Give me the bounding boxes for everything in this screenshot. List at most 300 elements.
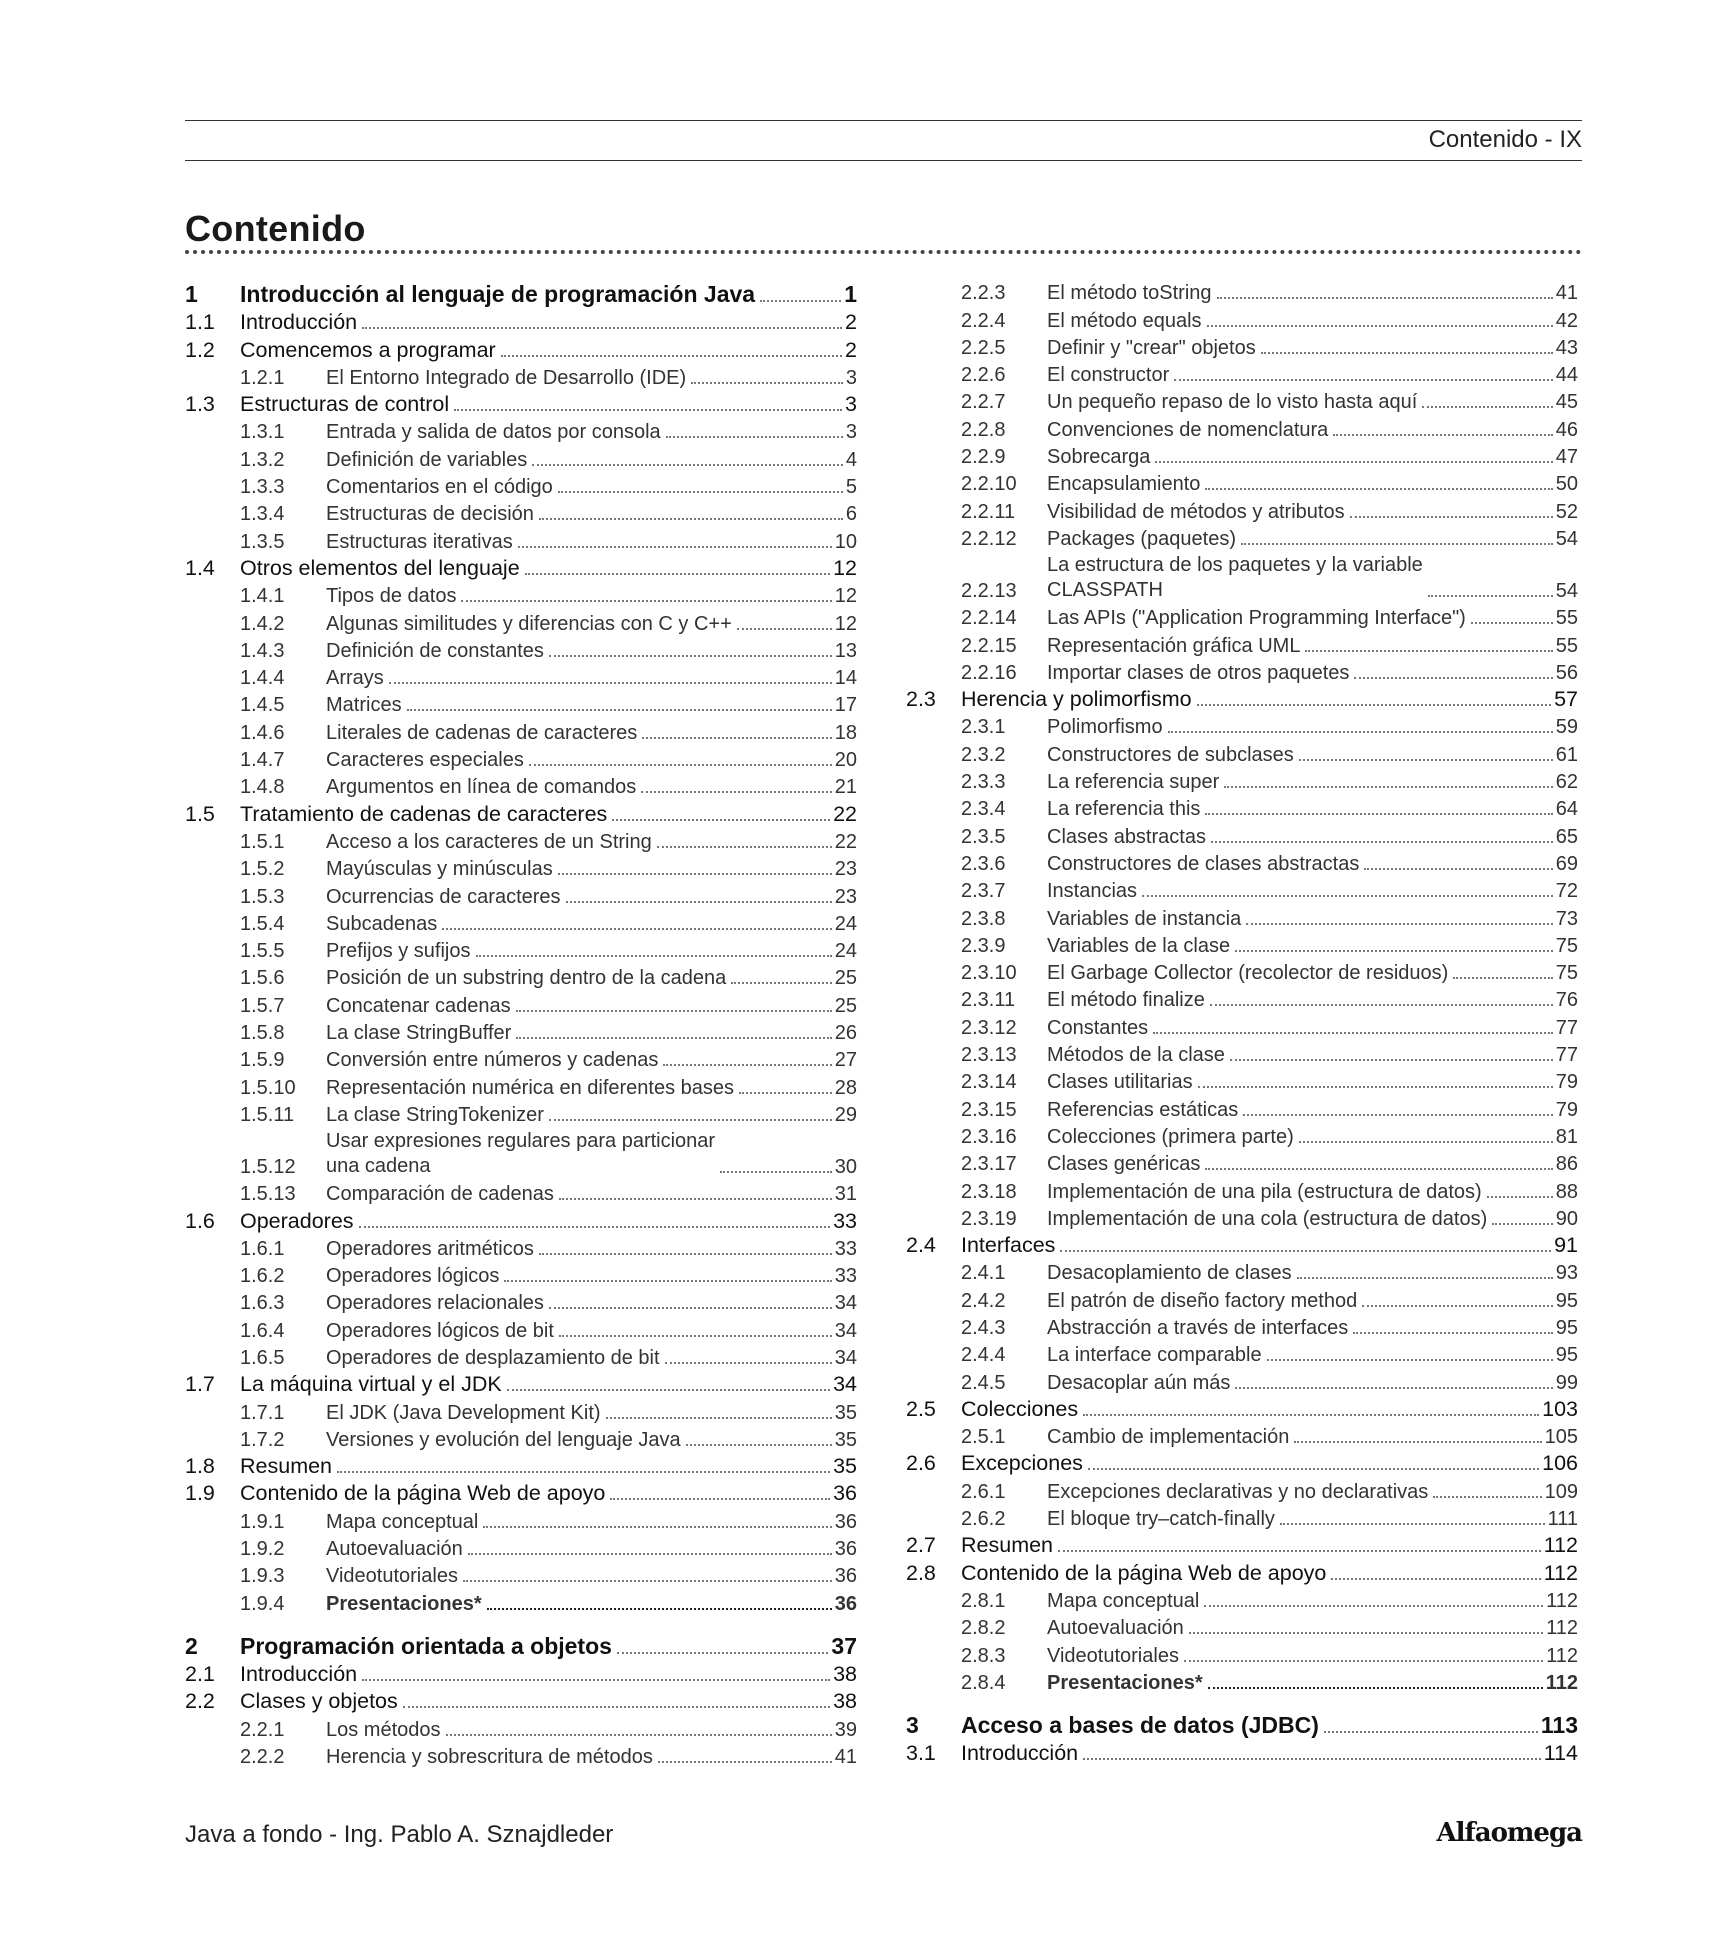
toc-subsection-entry: [906, 849, 1578, 876]
toc-leader-dots: [1205, 488, 1552, 490]
toc-entry-title: Variables de la clase: [1047, 934, 1231, 957]
toc-entry-number: 2.8.3: [961, 1644, 1006, 1667]
toc-page-number: 12: [833, 555, 857, 580]
toc-entry-number: 1.7.1: [240, 1401, 285, 1424]
toc-entry-number: 1.5.4: [240, 912, 285, 935]
toc-leader-dots: [1246, 923, 1553, 925]
toc-entry-title: Mapa conceptual: [1047, 1589, 1200, 1612]
toc-leader-dots: [1364, 868, 1552, 870]
toc-leader-dots: [1350, 516, 1553, 518]
toc-page-number: 23: [834, 885, 857, 908]
toc-page-number: 112: [1546, 1617, 1578, 1640]
toc-subsection-entry: [185, 1127, 857, 1179]
toc-subsection-entry: [185, 745, 857, 772]
toc-page-number: 57: [1554, 687, 1578, 712]
toc-page-number: 65: [1555, 825, 1578, 848]
toc-entry-number: 1.4: [185, 555, 215, 580]
toc-page-number: 46: [1555, 418, 1578, 441]
toc-entry-number: 1.8: [185, 1454, 215, 1479]
toc-leader-dots: [658, 1761, 832, 1763]
toc-page-number: 50: [1555, 473, 1578, 496]
toc-leader-dots: [442, 928, 832, 930]
toc-entry-number: 2.2.3: [961, 282, 1006, 305]
toc-chapter-entry: [185, 278, 857, 308]
toc-entry-title: Cambio de implementación: [1047, 1426, 1290, 1449]
toc-page-number: 77: [1555, 1044, 1578, 1067]
toc-entry-number: 3: [906, 1711, 919, 1738]
toc-entry-number: 2.2.14: [961, 607, 1017, 630]
toc-section-entry: [185, 335, 857, 362]
toc-page-number: 27: [834, 1049, 857, 1072]
page-title: Contenido: [185, 208, 366, 249]
toc-subsection-entry: [906, 1258, 1578, 1285]
toc-entry-title: Variables de instancia: [1047, 907, 1242, 930]
toc-page-number: 17: [834, 694, 857, 717]
toc-entry-title: Clases utilitarias: [1047, 1071, 1193, 1094]
toc-page-number: 30: [834, 1155, 857, 1178]
toc-entry-title: Abstracción a través de interfaces: [1047, 1316, 1349, 1339]
toc-subsection-entry: [906, 333, 1578, 360]
toc-entry-title: Constructores de clases abstractas: [1047, 852, 1360, 875]
toc-entry-title: Contenido de la página Web de apoyo: [240, 1481, 606, 1506]
toc-page-number: 35: [834, 1428, 857, 1451]
toc-entry-title: Excepciones declarativas y no declarativas: [1047, 1480, 1429, 1503]
toc-leader-dots: [606, 1417, 832, 1419]
toc-entry-number: 2.3.7: [961, 880, 1006, 903]
toc-leader-dots: [558, 873, 832, 875]
toc-entry-number: 1.5.7: [240, 994, 285, 1017]
toc-leader-dots: [463, 1580, 832, 1582]
toc-leader-dots: [1210, 1004, 1553, 1006]
toc-page-number: 42: [1555, 309, 1578, 332]
toc-entry-title: La referencia this: [1047, 798, 1201, 821]
toc-page-number: 114: [1543, 1741, 1578, 1766]
toc-entry-number: 1.9: [185, 1481, 215, 1506]
toc-entry-title: Autoevaluación: [1047, 1617, 1184, 1640]
toc-leader-dots: [516, 1037, 831, 1039]
toc-subsection-entry: [906, 1476, 1578, 1503]
toc-subsection-entry: [185, 827, 857, 854]
toc-leader-dots: [539, 518, 843, 520]
toc-subsection-entry: [185, 1315, 857, 1342]
toc-leader-dots: [657, 846, 832, 848]
toc-page-number: 47: [1555, 446, 1578, 469]
toc-entry-title: Caracteres especiales: [326, 749, 524, 772]
toc-subsection-entry: [906, 1640, 1578, 1667]
toc-entry-title: El método equals: [1047, 309, 1202, 332]
toc-entry-title: [1047, 553, 1423, 603]
toc-entry-number: 2.3.3: [961, 771, 1006, 794]
toc-page-number: 38: [833, 1661, 857, 1686]
toc-entry-number: 2.2.7: [961, 391, 1006, 414]
toc-entry-title: Introducción: [961, 1741, 1079, 1766]
toc-page-number: 38: [833, 1689, 857, 1714]
toc-entry-number: 2.3.10: [961, 962, 1017, 985]
toc-subsection-entry: [185, 1288, 857, 1315]
toc-entry-number: 2.3.2: [961, 743, 1006, 766]
toc-subsection-entry: [185, 1179, 857, 1206]
toc-entry-number: 1.7: [185, 1372, 215, 1397]
toc-entry-title: Contenido de la página Web de apoyo: [961, 1560, 1327, 1585]
toc-entry-title: Comentarios en el código: [326, 476, 553, 499]
toc-entry-title: Implementación de una cola (estructura de datos): [1047, 1207, 1488, 1230]
toc-subsection-entry: [185, 1561, 857, 1588]
toc-page-number: 112: [1546, 1644, 1578, 1667]
toc-leader-dots: [686, 1444, 832, 1446]
toc-leader-dots: [1362, 1305, 1553, 1307]
toc-page-number: 10: [834, 530, 857, 553]
toc-subsection-entry: [906, 658, 1578, 685]
toc-subsection-entry: [185, 1045, 857, 1072]
toc-entry-number: 2.3.4: [961, 798, 1006, 821]
toc-entry-number: 2.6.2: [961, 1508, 1006, 1531]
toc-leader-dots: [1184, 1660, 1543, 1662]
toc-leader-dots: [1241, 543, 1553, 545]
toc-entry-number: 2.2.8: [961, 418, 1006, 441]
toc-entry-title: La clase StringBuffer: [326, 1022, 512, 1045]
toc-subsection-entry: [906, 1067, 1578, 1094]
toc-leader-dots: [1155, 461, 1552, 463]
toc-subsection-entry: [906, 524, 1578, 551]
toc-entry-title: [326, 1129, 715, 1179]
toc-entry-number: 2.2.1: [240, 1718, 285, 1741]
toc-section-entry: [906, 1531, 1578, 1558]
toc-entry-title: Definición de variables: [326, 448, 528, 471]
toc-leader-dots: [737, 628, 832, 630]
toc-leader-dots: [610, 1498, 830, 1500]
toc-section-entry: [906, 1558, 1578, 1585]
toc-entry-number: 1.6.3: [240, 1292, 285, 1315]
toc-subsection-entry: [906, 442, 1578, 469]
toc-entry-number: 1.2: [185, 337, 215, 362]
toc-entry-title: El Garbage Collector (recolector de residuos): [1047, 962, 1449, 985]
toc-entry-title: Resumen: [961, 1533, 1054, 1558]
toc-leader-dots: [760, 300, 841, 302]
toc-leader-dots: [617, 1652, 828, 1654]
toc-leader-dots: [1422, 406, 1552, 408]
toc-entry-title: Colecciones (primera parte): [1047, 1125, 1294, 1148]
toc-entry-title: Operadores de desplazamiento de bit: [326, 1346, 660, 1369]
toc-subsection-entry: [185, 1100, 857, 1127]
toc-page-number: 26: [834, 1022, 857, 1045]
toc-leader-dots: [1197, 704, 1551, 706]
toc-entry-title: Representación gráfica UML: [1047, 634, 1301, 657]
toc-page-number: 36: [834, 1538, 857, 1561]
toc-subsection-entry: [185, 717, 857, 744]
toc-leader-dots: [532, 464, 843, 466]
toc-entry-title: Clases y objetos: [240, 1689, 398, 1714]
toc-entry-number: 1: [185, 281, 198, 307]
toc-page-number: 73: [1555, 907, 1578, 930]
toc-subsection-entry: [185, 1506, 857, 1533]
toc-entry-number: 1.5.3: [240, 885, 285, 908]
toc-page-number: 79: [1555, 1098, 1578, 1121]
toc-subsection-entry: [906, 1313, 1578, 1340]
toc-page-number: 12: [834, 585, 857, 608]
toc-subsection-entry: [906, 1122, 1578, 1149]
toc-leader-dots: [566, 901, 832, 903]
toc-leader-dots: [407, 709, 832, 711]
toc-entry-number: 2.8.4: [961, 1671, 1006, 1694]
toc-entry-number: 1.4.1: [240, 585, 285, 608]
toc-page-number: 55: [1555, 634, 1578, 657]
toc-page-number: 3: [845, 366, 857, 389]
toc-entry-title: Clases abstractas: [1047, 825, 1206, 848]
toc-entry-number: 2.2.11: [961, 500, 1016, 523]
toc-leader-dots: [720, 1171, 832, 1173]
toc-entry-title: Videotutoriales: [326, 1565, 458, 1588]
toc-leader-dots: [1205, 813, 1552, 815]
toc-entry-title: Las APIs ("Application Programming Interface"): [1047, 607, 1466, 630]
toc-subsection-entry: [906, 1040, 1578, 1067]
toc-page-number: 28: [834, 1076, 857, 1099]
toc-page-number: 41: [1555, 282, 1578, 305]
toc-leader-dots: [663, 1064, 831, 1066]
toc-page-number: 25: [834, 967, 857, 990]
toc-entry-title: Versiones y evolución del lenguaje Java: [326, 1428, 681, 1451]
toc-subsection-entry: [185, 1588, 857, 1615]
toc-section-entry: [906, 1449, 1578, 1476]
toc-page-number: 34: [834, 1346, 857, 1369]
toc-page-number: 103: [1542, 1396, 1578, 1421]
toc-entry-number: 1.6: [185, 1208, 215, 1233]
toc-entry-number: 1.5.8: [240, 1022, 285, 1045]
toc-leader-dots: [1153, 1032, 1553, 1034]
toc-page-number: 22: [833, 801, 857, 826]
toc-entry-number: 1.4.4: [240, 667, 285, 690]
toc-page-number: 62: [1555, 771, 1578, 794]
toc-entry-title: El patrón de diseño factory method: [1047, 1289, 1358, 1312]
toc-leader-dots: [1189, 1632, 1543, 1634]
toc-leader-dots: [454, 409, 842, 411]
toc-entry-number: 2.3.15: [961, 1098, 1017, 1121]
toc-entry-title: Videotutoriales: [1047, 1644, 1179, 1667]
toc-leader-dots: [1453, 977, 1552, 979]
toc-entry-number: 2.3.11: [961, 989, 1016, 1012]
toc-entry-title: Presentaciones*: [326, 1592, 482, 1615]
toc-subsection-entry: [185, 636, 857, 663]
toc-entry-title: Interfaces: [961, 1233, 1056, 1258]
toc-entry-title: Resumen: [240, 1454, 333, 1479]
toc-entry-title: El JDK (Java Development Kit): [326, 1401, 601, 1424]
toc-entry-title: Literales de cadenas de caracteres: [326, 721, 638, 744]
toc-page-number: 36: [834, 1592, 857, 1615]
toc-subsection-entry: [185, 963, 857, 990]
toc-entry-title: Mayúsculas y minúsculas: [326, 858, 553, 881]
toc-leader-dots: [1471, 622, 1553, 624]
toc-entry-title: Argumentos en línea de comandos: [326, 776, 637, 799]
toc-subsection-entry: [185, 1425, 857, 1452]
toc-section-entry: [185, 1206, 857, 1233]
toc-entry-title: Algunas similitudes y diferencias con C y C++: [326, 612, 732, 635]
toc-entry-number: 3.1: [906, 1741, 936, 1766]
toc-entry-number: 1.9.1: [240, 1510, 285, 1533]
toc-leader-dots: [559, 1198, 832, 1200]
toc-entry-title: Matrices: [326, 694, 402, 717]
toc-entry-number: 2.3.1: [961, 716, 1006, 739]
toc-entry-title: Operadores lógicos: [326, 1265, 500, 1288]
toc-entry-title: Otros elementos del lenguaje: [240, 555, 520, 580]
toc-leader-dots: [1230, 1059, 1553, 1061]
toc-leader-dots: [1428, 595, 1553, 597]
toc-leader-dots: [731, 982, 831, 984]
footer-book-title: Java a fondo - Ing. Pablo A. Sznajdleder: [185, 1821, 614, 1848]
toc-entry-title: Desacoplamiento de clases: [1047, 1262, 1292, 1285]
toc-entry-number: 1.4.2: [240, 612, 285, 635]
toc-entry-number: 2.3.6: [961, 852, 1006, 875]
toc-page-number: 6: [845, 503, 857, 526]
publisher-logo: Alfaomega: [1436, 1818, 1582, 1848]
toc-entry-title: Herencia y polimorfismo: [961, 687, 1192, 712]
toc-entry-number: 1.3.3: [240, 476, 285, 499]
toc-leader-dots: [1433, 1496, 1541, 1498]
toc-page-number: 59: [1555, 716, 1578, 739]
toc-page-number: 75: [1555, 962, 1578, 985]
toc-subsection-entry: [906, 469, 1578, 496]
toc-subsection-entry: [906, 985, 1578, 1012]
toc-subsection-entry: [906, 958, 1578, 985]
toc-entry-title: Desacoplar aún más: [1047, 1371, 1231, 1394]
toc-entry-title: El Entorno Integrado de Desarrollo (IDE): [326, 366, 687, 389]
toc-entry-number: 1.4.5: [240, 694, 285, 717]
toc-entry-title: La clase StringTokenizer: [326, 1103, 544, 1126]
toc-subsection-entry: [906, 739, 1578, 766]
toc-page-number: 54: [1555, 579, 1578, 602]
toc-page-number: 64: [1555, 798, 1578, 821]
toc-leader-dots: [1058, 1550, 1541, 1552]
toc-page-number: 105: [1544, 1426, 1578, 1449]
toc-leader-dots: [487, 1608, 832, 1610]
toc-entry-number: 1.6.1: [240, 1237, 285, 1260]
toc-page-number: 36: [833, 1481, 857, 1506]
toc-leader-dots: [1243, 1114, 1553, 1116]
toc-entry-number: 1.6.4: [240, 1319, 285, 1342]
toc-subsection-entry: [906, 1149, 1578, 1176]
toc-page-number: 52: [1555, 500, 1578, 523]
toc-page-number: 3: [845, 421, 857, 444]
toc-entry-title: La referencia super: [1047, 771, 1220, 794]
toc-leader-dots: [337, 1471, 830, 1473]
toc-subsection-entry: [906, 1285, 1578, 1312]
toc-leader-dots: [1294, 1441, 1541, 1443]
toc-subsection-entry: [906, 1586, 1578, 1613]
toc-entry-number: 2.3.19: [961, 1207, 1017, 1230]
toc-subsection-entry: [185, 526, 857, 553]
toc-entry-number: 2.2.4: [961, 309, 1006, 332]
toc-leader-dots: [403, 1706, 830, 1708]
toc-leader-dots: [1331, 1578, 1540, 1580]
toc-subsection-entry: [906, 1613, 1578, 1640]
toc-leader-dots: [1083, 1414, 1539, 1416]
toc-entry-number: 2: [185, 1632, 198, 1659]
toc-subsection-entry: [185, 909, 857, 936]
toc-entry-number: 1.4.7: [240, 749, 285, 772]
toc-page-number: 35: [833, 1454, 857, 1479]
toc-entry-number: 2.4.2: [961, 1289, 1006, 1312]
toc-subsection-entry: [906, 630, 1578, 657]
toc-section-entry: [185, 308, 857, 335]
toc-page-number: 61: [1555, 743, 1578, 766]
toc-entry-number: 1.5.11: [240, 1103, 295, 1126]
toc-entry-title: Operadores aritméticos: [326, 1237, 534, 1260]
toc-entry-number: 2.5.1: [961, 1426, 1006, 1449]
toc-subsection-entry: [185, 417, 857, 444]
toc-entry-number: 2.2.10: [961, 473, 1017, 496]
toc-subsection-entry: [906, 767, 1578, 794]
toc-entry-number: 2.2.9: [961, 446, 1006, 469]
toc-leader-dots: [1261, 352, 1553, 354]
toc-leader-dots: [1204, 1605, 1543, 1607]
toc-leader-dots: [1235, 1387, 1552, 1389]
toc-page-number: 12: [834, 612, 857, 635]
toc-entry-number: 1.5.5: [240, 940, 285, 963]
toc-page-number: 21: [834, 776, 857, 799]
toc-page-number: 72: [1555, 880, 1578, 903]
toc-page-number: 44: [1555, 364, 1578, 387]
toc-entry-number: 2.4.5: [961, 1371, 1006, 1394]
toc-subsection-entry: [906, 1204, 1578, 1231]
toc-entry-number: 1.9.4: [240, 1592, 285, 1615]
toc-leader-dots: [476, 955, 832, 957]
toc-entry-title: Conversión entre números y cadenas: [326, 1049, 659, 1072]
toc-leader-dots: [1487, 1196, 1553, 1198]
toc-leader-dots: [359, 1226, 831, 1228]
toc-entry-number: 2.8: [906, 1560, 936, 1585]
toc-section-entry: [906, 1739, 1578, 1766]
toc-subsection-entry: [906, 1422, 1578, 1449]
toc-section-entry: [185, 554, 857, 581]
toc-leader-dots: [525, 573, 830, 575]
toc-entry-number: 2.3.18: [961, 1180, 1017, 1203]
toc-entry-number: 2.4.3: [961, 1316, 1006, 1339]
toc-subsection-entry: [906, 551, 1578, 603]
toc-entry-number: 2.2.15: [961, 634, 1017, 657]
toc-subsection-entry: [906, 712, 1578, 739]
toc-page-number: 41: [834, 1745, 857, 1768]
toc-subsection-entry: [906, 1012, 1578, 1039]
toc-entry-title: Métodos de la clase: [1047, 1044, 1225, 1067]
toc-entry-title: Introducción: [240, 1661, 358, 1686]
toc-entry-title: Entrada y salida de datos por consola: [326, 421, 661, 444]
toc-subsection-entry: [185, 1534, 857, 1561]
toc-subsection-entry: [906, 496, 1578, 523]
toc-chapter-entry: [906, 1699, 1578, 1739]
toc-page-number: 24: [834, 940, 857, 963]
toc-leader-dots: [549, 1119, 832, 1121]
toc-entry-title: Subcadenas: [326, 912, 438, 935]
toc-entry-number: 2.2.12: [961, 527, 1017, 550]
toc-entry-title: Los métodos: [326, 1718, 441, 1741]
toc-entry-title: Programación orientada a objetos: [240, 1632, 612, 1659]
toc-leader-dots: [362, 1679, 830, 1681]
toc-page-number: 33: [834, 1265, 857, 1288]
toc-page-number: 90: [1555, 1207, 1578, 1230]
toc-leader-dots: [483, 1526, 831, 1528]
toc-entry-number: 2.3.13: [961, 1044, 1017, 1067]
toc-page-number: 112: [1545, 1671, 1578, 1694]
toc-page-number: 81: [1555, 1125, 1578, 1148]
toc-leader-dots: [666, 436, 843, 438]
toc-leader-dots: [389, 682, 832, 684]
toc-entry-number: 1.6.2: [240, 1265, 285, 1288]
toc-leader-dots: [539, 1253, 832, 1255]
toc-subsection-entry: [906, 387, 1578, 414]
toc-page-number: 111: [1547, 1508, 1578, 1531]
toc-entry-number: 1.5.12: [240, 1155, 296, 1178]
toc-page-number: 91: [1554, 1233, 1578, 1258]
toc-entry-number: 2.2.2: [240, 1745, 285, 1768]
toc-leader-dots: [529, 764, 832, 766]
